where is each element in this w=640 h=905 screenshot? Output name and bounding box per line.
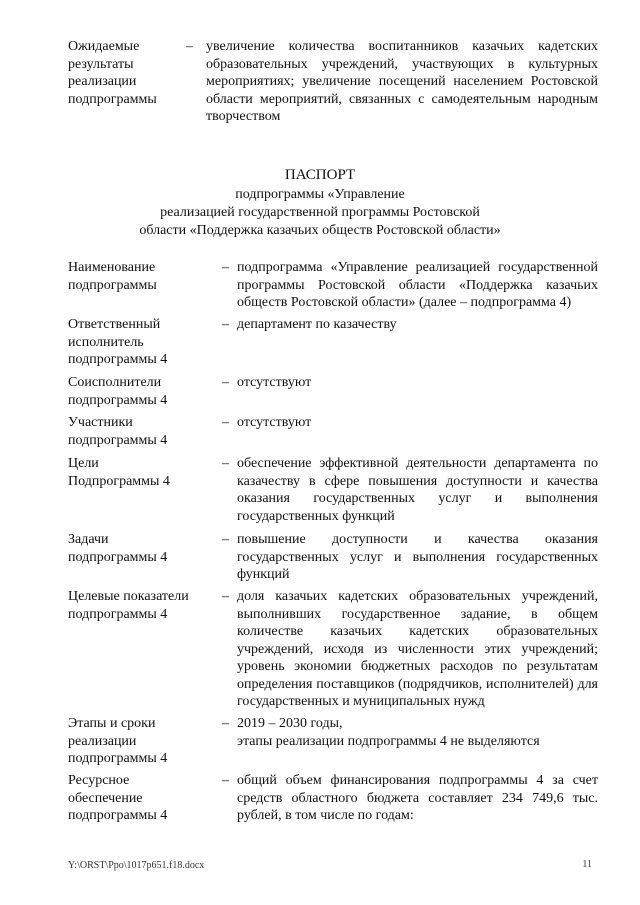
- page-number: 11: [582, 859, 592, 870]
- row-value: подпрограмма «Управление реализацией государственной программы Ростовской области «Поддержка казачьих обществ Ростовской области» (далее – подпрограмма 4): [237, 260, 598, 310]
- row-value: обеспечение эффективной деятельности департамента по казачеству в сфере повышения доступности и качества оказания государственных услуг и выполнения государственных функций: [237, 456, 598, 524]
- row-dash: –: [222, 532, 229, 547]
- row-dash: –: [222, 456, 229, 471]
- row-label: Целевые показатели подпрограммы 4: [68, 589, 189, 622]
- row-value: отсутствуют: [237, 415, 312, 430]
- expected-results-row: [68, 38, 598, 144]
- row-label: Задачи подпрограммы 4: [68, 532, 168, 565]
- row-value: общий объем финансирования подпрограммы 4 за счет средств областного бюджета составляет 234 749,6 тыс. рублей, в том числе по годам:: [237, 773, 598, 823]
- row-dash: –: [186, 39, 193, 54]
- row-label: Ресурсное обеспечение подпрограммы 4: [68, 773, 168, 823]
- row-label: Цели Подпрограммы 4: [68, 456, 170, 489]
- row-value: повышение доступности и качества оказания государственных услуг и выполнения государственных функций: [237, 532, 598, 582]
- row-dash: –: [222, 773, 229, 788]
- row-label: Ответственный исполнитель подпрограммы 4: [68, 317, 168, 367]
- row-dash: –: [222, 589, 229, 604]
- row-value: доля казачьих кадетских образовательных учреждений, выполнивших государственное задание, в общем количестве казачьих кадетских образовательных учреждений, исходя из численности этих учреждений; уровень экономии бюджетных расходов по результатам определения поставщиков (подрядчиков, исполнителей) для государственных и муниципальных нужд: [237, 589, 598, 709]
- row-dash: –: [222, 716, 229, 731]
- row-value-line1: 2019 – 2030 годы,: [237, 716, 343, 731]
- row-label: Участники подпрограммы 4: [68, 415, 168, 448]
- row-value-line2: этапы реализации подпрограммы 4 не выделяются: [237, 733, 540, 749]
- row-value: департамент по казачеству: [237, 317, 397, 332]
- row-value: отсутствуют: [237, 375, 312, 390]
- row-dash: –: [222, 317, 229, 332]
- passport-subtitle-line2: реализацией государственной программы Ростовской: [160, 205, 480, 220]
- row-label: Наименование подпрограммы: [68, 260, 157, 293]
- row-label: Этапы и сроки реализации подпрограммы 4: [68, 716, 168, 766]
- row-dash: –: [222, 415, 229, 430]
- passport-subtitle-line3: области «Поддержка казачьих обществ Ростовской области»: [139, 223, 501, 238]
- row-dash: –: [222, 260, 229, 275]
- row-label: Соисполнители подпрограммы 4: [68, 375, 168, 408]
- footer-file-path: Y:\ORST\Ppo\1017p651.f18.docx: [68, 860, 205, 871]
- row-value: увеличение количества воспитанников казачьих кадетских образовательных учреждений, участвующих в культурных мероприятиях; увеличение посещений населением Ростовской области мероприятий, связанных с самодеятельным народным творчеством: [206, 39, 598, 124]
- passport-title: ПАСПОРТ: [284, 167, 356, 183]
- row-label: Ожидаемые результаты реализации подпрограммы: [68, 39, 157, 107]
- row-dash: –: [222, 375, 229, 390]
- passport-subtitle-line1: подпрограммы «Управление: [235, 187, 405, 202]
